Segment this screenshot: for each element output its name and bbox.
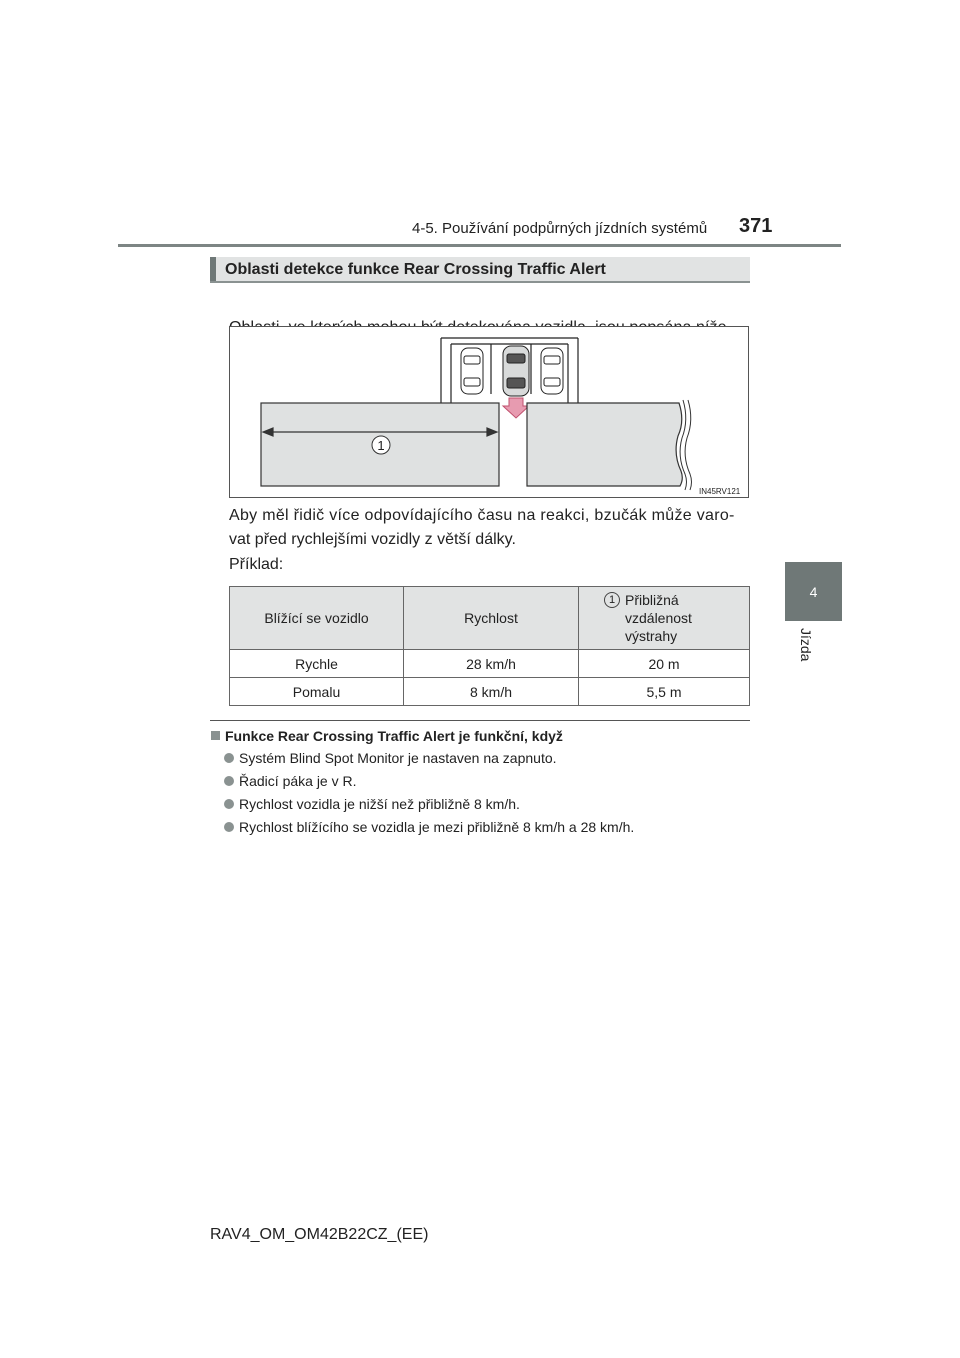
section-heading-bar (210, 257, 216, 281)
header-line: vzdálenost (625, 610, 692, 626)
table-cell: Pomalu (230, 678, 404, 706)
example-label: Příklad: (229, 556, 284, 573)
conditions-rule (210, 720, 750, 721)
chapter-label: Jízda (798, 628, 814, 662)
diagram-marker: 1 (377, 438, 385, 453)
conditions-heading (211, 728, 563, 744)
section-heading-text: Oblasti detekce funkce Rear Crossing Traffic Alert (225, 261, 606, 278)
list-item-text: Řadicí páka je v R. (239, 773, 357, 789)
footer-code: RAV4_OM_OM42B22CZ_(EE) (210, 1226, 429, 1243)
detection-area-right (527, 403, 682, 486)
conditions-title: Funkce Rear Crossing Traffic Alert je funkční, když (225, 728, 563, 744)
para2-line1: Aby měl řidič více odpovídajícího času na reakci, bzučák může varo- (229, 507, 735, 524)
page-number: 371 (739, 215, 773, 237)
table-header: Rychlost (404, 587, 579, 650)
table-header: Blížící se vozidlo (230, 587, 404, 650)
bullet-dot-icon (224, 799, 234, 809)
list-item-text: Rychlost vozidla je nižší než přibližně 8 km/h. (239, 796, 520, 812)
table-cell: Rychle (230, 650, 404, 678)
list-item-text: Rychlost blížícího se vozidla je mezi přibližně 8 km/h a 28 km/h. (239, 819, 635, 835)
list-item (224, 819, 634, 835)
bullet-dot-icon (224, 776, 234, 786)
parked-car-right (541, 348, 563, 394)
detection-area-diagram (229, 326, 749, 498)
chapter-number: 4 (809, 583, 818, 600)
list-item (224, 750, 557, 766)
table-row (230, 678, 750, 706)
list-item (224, 796, 520, 812)
header-title: 4-5. Používání podpůrných jízdních systémů (412, 220, 708, 237)
diagram-code: IN45RV121 (699, 487, 741, 496)
distance-marker: 1 (604, 592, 620, 608)
table-cell: 5,5 m (579, 678, 750, 706)
bullet-dot-icon (224, 753, 234, 763)
section-heading (210, 257, 750, 283)
bullet-dot-icon (224, 822, 234, 832)
own-car (503, 346, 529, 396)
table-cell: 8 km/h (404, 678, 579, 706)
table-header (579, 587, 750, 650)
table-cell: 20 m (579, 650, 750, 678)
square-bullet-icon (211, 731, 220, 740)
list-item (224, 773, 357, 789)
header-line: výstrahy (625, 628, 678, 644)
parked-car-left (461, 348, 483, 394)
para2-line2: vat před rychlejšími vozidly z větší dálky. (229, 531, 516, 548)
list-item-text: Systém Blind Spot Monitor je nastaven na zapnuto. (239, 750, 557, 766)
warning-distance-table (229, 586, 750, 706)
header-line: Přibližná (625, 592, 679, 608)
table-cell: 28 km/h (404, 650, 579, 678)
table-row (230, 650, 750, 678)
header-rule (118, 244, 841, 247)
chapter-tab (785, 562, 842, 621)
